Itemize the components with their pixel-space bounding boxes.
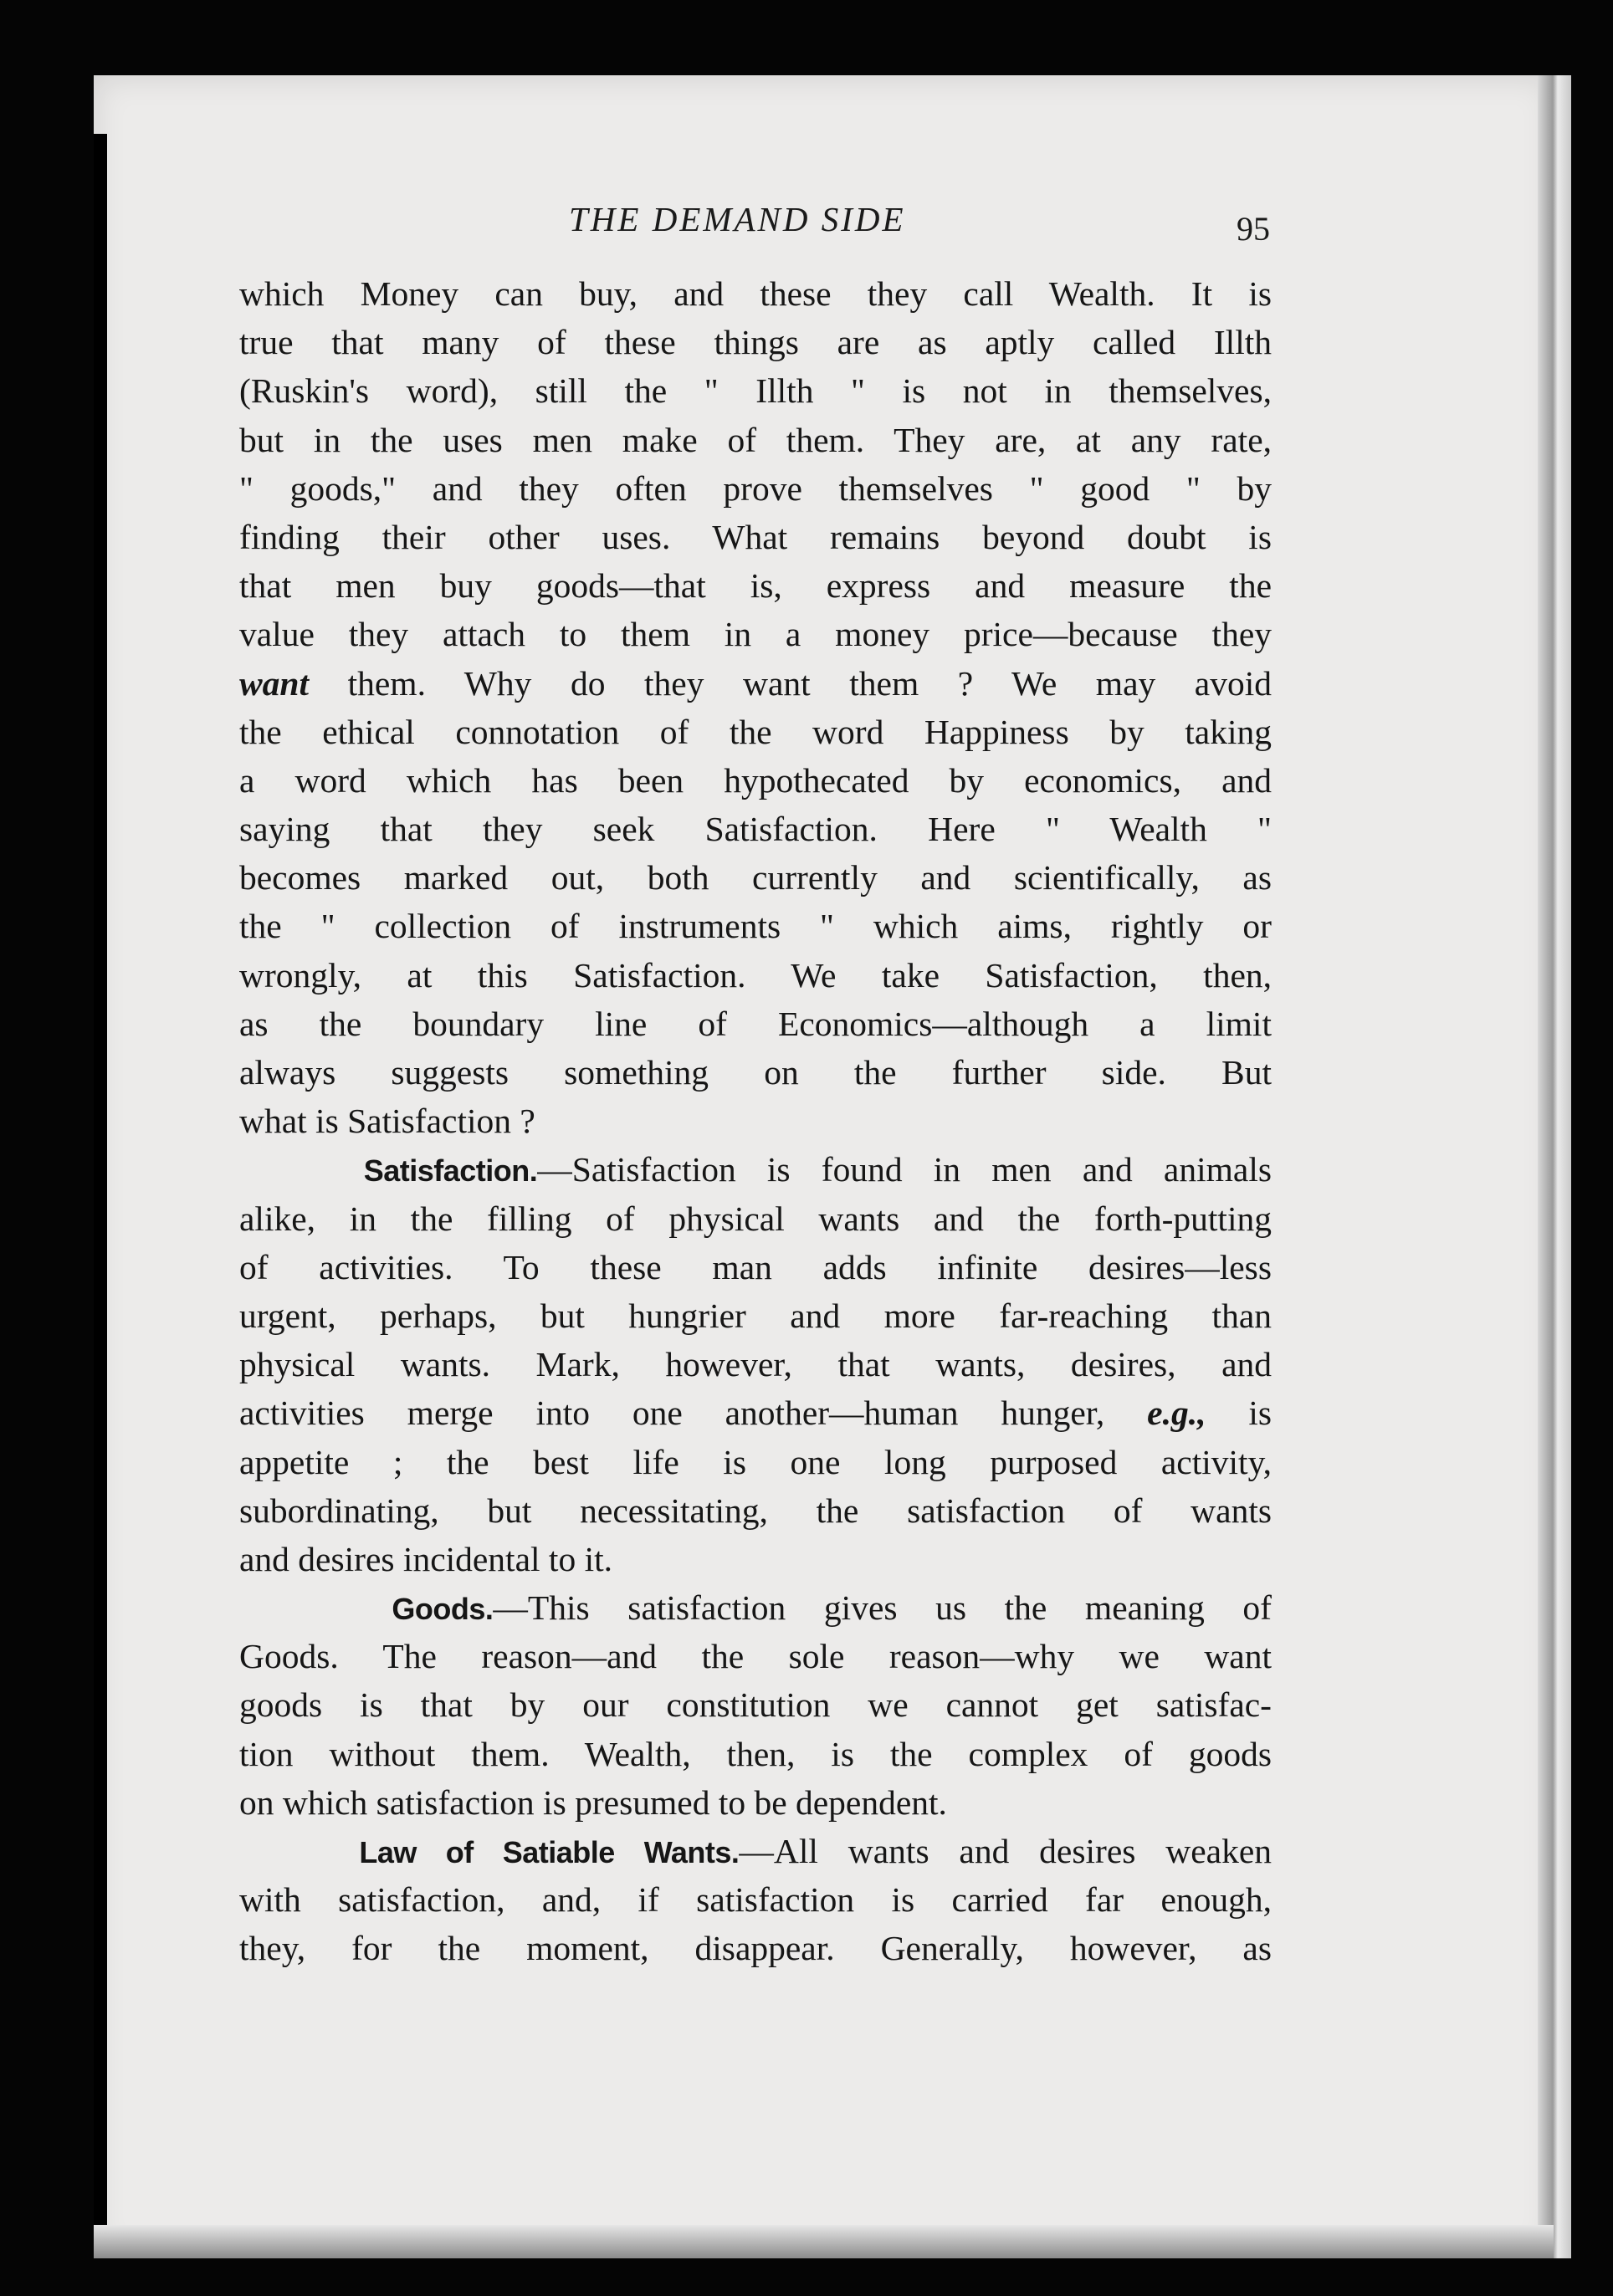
text-line: subordinating, but necessitating, the satisfaction of wants: [239, 1491, 1272, 1530]
text-line: appetite ; the best life is one long purposed activity,: [239, 1442, 1272, 1481]
text-line: value they attach to them in a money price—because they: [239, 615, 1272, 654]
text-line: urgent, perhaps, but hungrier and more far-reaching than: [239, 1296, 1272, 1335]
text-line: always suggests something on the further side. But: [239, 1053, 1272, 1092]
line-remainder: activities merge into one another—human hunger,: [239, 1393, 1105, 1433]
body-text: [239, 269, 1272, 1973]
text-line: of activities. To these man adds infinite desires—less: [239, 1247, 1272, 1286]
text-line: tion without them. Wealth, then, is the complex of goods: [239, 1734, 1272, 1773]
text-line: finding their other uses. What remains beyond doubt is: [239, 517, 1272, 556]
text-line: as the boundary line of Economics—although a limit: [239, 1004, 1272, 1043]
line-remainder: them. Why do they want them ? We may avoid: [347, 663, 1272, 703]
running-head: THE DEMAND SIDE: [569, 200, 906, 238]
text-line: which Money can buy, and these they call Wealth. It is: [239, 274, 1272, 313]
text-line: [239, 1583, 1272, 1632]
heading-law-of-satiable-wants: Law of Satiable Wants.: [359, 1835, 740, 1869]
text-line: on which satisfaction is presumed to be dependent.: [239, 1782, 947, 1822]
text-line: goods is that by our constitution we cannot get satisfac-: [239, 1685, 1272, 1725]
text-line: with satisfaction, and, if satisfaction is carried far enough,: [239, 1880, 1272, 1920]
text-line: [239, 1388, 1272, 1437]
text-line: [239, 1145, 1272, 1194]
line-tail: is: [1248, 1393, 1272, 1433]
text-line: a word which has been hypothecated by economics, and: [239, 760, 1272, 800]
text-line: the ethical connotation of the word Happiness by taking: [239, 712, 1272, 751]
line-remainder: —This satisfaction gives us the meaning of: [493, 1588, 1272, 1628]
text-line: [239, 1827, 1272, 1875]
text-line: they, for the moment, disappear. Generally, however, as: [239, 1929, 1272, 1968]
line-remainder: —All wants and desires weaken: [739, 1832, 1272, 1870]
heading-satisfaction: Satisfaction.: [363, 1153, 538, 1189]
page-edge-shadow: [1538, 75, 1571, 2258]
text-line: saying that they seek Satisfaction. Here " Wealth ": [239, 810, 1272, 849]
text-line: " goods," and they often prove themselves " good " by: [239, 468, 1272, 508]
text-line: that men buy goods—that is, express and measure the: [239, 566, 1272, 606]
text-line: what is Satisfaction ?: [239, 1102, 535, 1141]
text-line: alike, in the filling of physical wants and the forth-putting: [239, 1199, 1272, 1238]
text-line: true that many of these things are as aptly called Illth: [239, 323, 1272, 362]
italic-word-want: want: [239, 663, 310, 703]
text-line: Goods. The reason—and the sole reason—why we want: [239, 1637, 1272, 1676]
page-bottom-shadow: [94, 2225, 1554, 2258]
text-line: but in the uses men make of them. They are, at any rate,: [239, 420, 1272, 459]
italic-eg: e.g.,: [1147, 1393, 1206, 1433]
heading-goods: Goods.: [392, 1592, 494, 1627]
line-remainder: —Satisfaction is found in men and animals: [537, 1150, 1272, 1189]
text-line: (Ruskin's word), still the " Illth " is not in themselves,: [239, 371, 1272, 411]
text-line: and desires incidental to it.: [239, 1539, 613, 1578]
binding-edge: [94, 134, 107, 2242]
page-number: 95: [1237, 210, 1270, 248]
text-line: physical wants. Mark, however, that wants, desires, and: [239, 1345, 1272, 1384]
text-line: [239, 659, 1272, 708]
text-line: becomes marked out, both currently and scientifically, as: [239, 858, 1272, 897]
text-line: the " collection of instruments " which aims, rightly or: [239, 907, 1272, 946]
text-line: wrongly, at this Satisfaction. We take Satisfaction, then,: [239, 955, 1272, 995]
